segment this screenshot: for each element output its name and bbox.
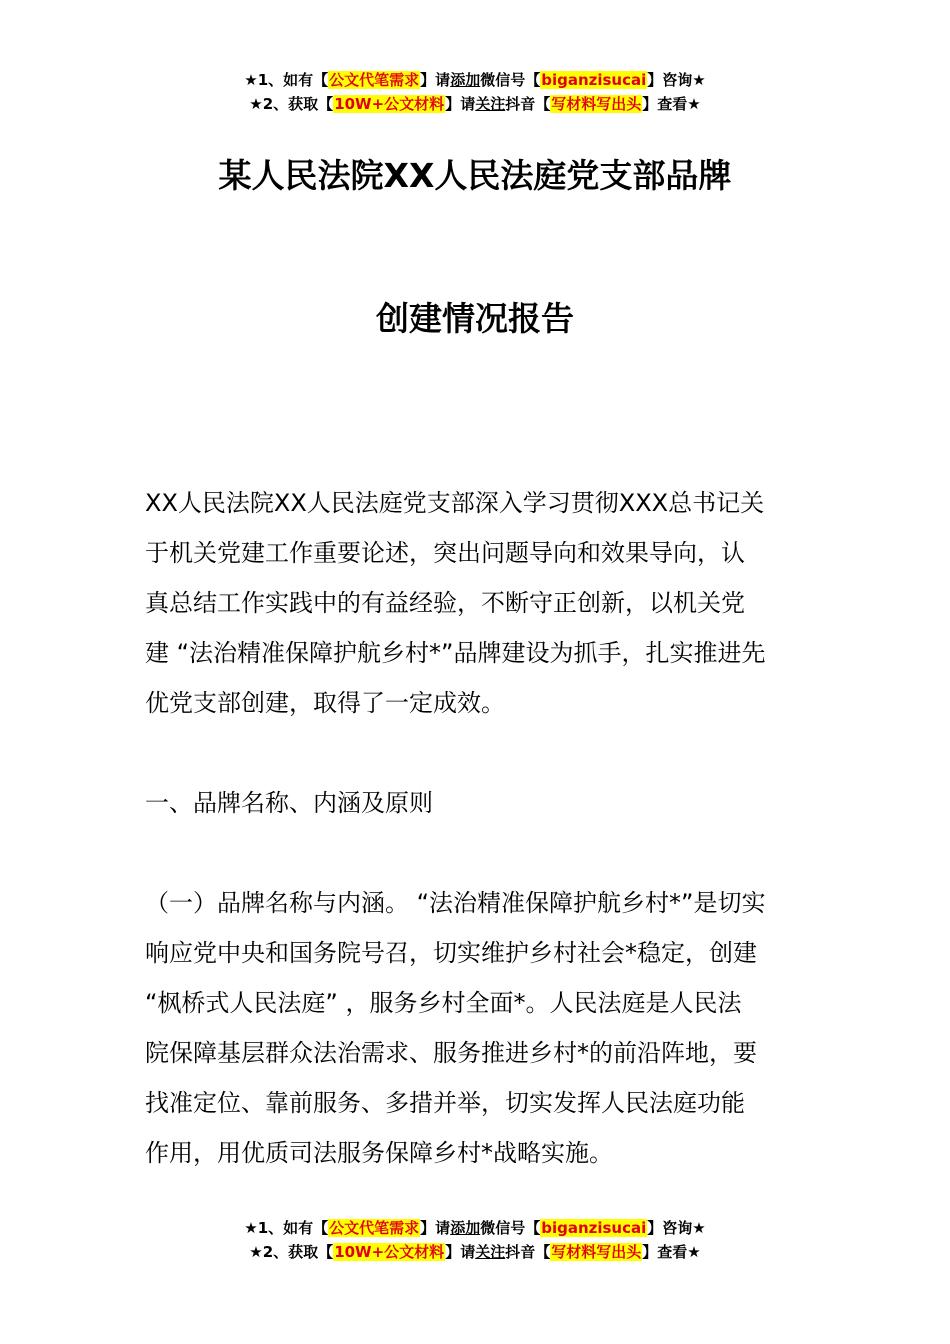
banner-highlight: 写材料写出头	[551, 95, 642, 113]
bottom-banner	[0, 1216, 950, 1264]
banner-text: 抖音【	[505, 95, 551, 113]
banner-line-2	[0, 92, 950, 116]
banner-text: 】咨询★	[647, 71, 706, 89]
banner-text: 】查看★	[642, 1243, 701, 1261]
banner-text: ★1、如有【	[244, 1219, 329, 1237]
banner-line-1	[0, 1216, 950, 1240]
banner-highlight: 写材料写出头	[551, 1243, 642, 1261]
banner-text: 】请	[445, 95, 476, 113]
banner-highlight: 公文代笔需求	[329, 1219, 420, 1237]
paragraph-line: （一）品牌名称与内涵。 “法治精准保障护航乡村*”是切实	[145, 889, 766, 917]
banner-highlight: biganzisucai	[541, 71, 647, 89]
banner-highlight: 公文代笔需求	[329, 71, 420, 89]
banner-underline: 添加	[450, 71, 481, 89]
banner-text: 】请	[420, 1219, 451, 1237]
paragraph-line: 院保障基层群众法治需求、服务推进乡村*的前沿阵地，要	[145, 1039, 757, 1067]
paragraph-line: 作用，用优质司法服务保障乡村*战略实施。	[145, 1139, 613, 1167]
banner-underline: 关注	[475, 95, 506, 113]
banner-highlight: 10W+公文材料	[334, 95, 445, 113]
banner-underline: 添加	[450, 1219, 481, 1237]
paragraph-line: 真总结工作实践中的有益经验，不断守正创新，以机关党	[145, 589, 745, 617]
document-title-line-1: 某人民法院XX人民法庭党支部品牌	[218, 156, 732, 195]
banner-text: 】查看★	[642, 95, 701, 113]
paragraph-line: 找准定位、靠前服务、多措并举，切实发挥人民法庭功能	[145, 1089, 745, 1117]
banner-text: ★1、如有【	[244, 71, 329, 89]
banner-underline: 关注	[475, 1243, 506, 1261]
paragraph-line: 优党支部创建，取得了一定成效。	[145, 689, 505, 717]
document-body	[145, 478, 810, 1178]
top-banner	[0, 68, 950, 116]
banner-line-2	[0, 1240, 950, 1264]
banner-text: 微信号【	[480, 1219, 541, 1237]
banner-highlight: biganzisucai	[541, 1219, 647, 1237]
paragraph-line: 于机关党建工作重要论述，突出问题导向和效果导向，认	[145, 539, 745, 567]
paragraph-line: “枫桥式人民法庭” ，服务乡村全面*。人民法庭是人民法	[145, 989, 742, 1017]
paragraph-line: 响应党中央和国务院号召，切实维护乡村社会*稳定，创建	[145, 939, 757, 967]
section-heading: 一、品牌名称、内涵及原则	[145, 789, 433, 817]
banner-text: 】咨询★	[647, 1219, 706, 1237]
banner-text: ★2、获取【	[249, 95, 334, 113]
document-title-line-2: 创建情况报告	[376, 299, 574, 338]
paragraph-line: 建 “法治精准保障护航乡村*”品牌建设为抓手，扎实推进先	[145, 639, 766, 667]
paragraph-line: XX人民法院XX人民法庭党支部深入学习贯彻XXX总书记关	[145, 489, 765, 517]
banner-text: 】请	[445, 1243, 476, 1261]
banner-text: 】请	[420, 71, 451, 89]
banner-text: 微信号【	[480, 71, 541, 89]
banner-line-1	[0, 68, 950, 92]
banner-text: 抖音【	[505, 1243, 551, 1261]
banner-text: ★2、获取【	[249, 1243, 334, 1261]
banner-highlight: 10W+公文材料	[334, 1243, 445, 1261]
